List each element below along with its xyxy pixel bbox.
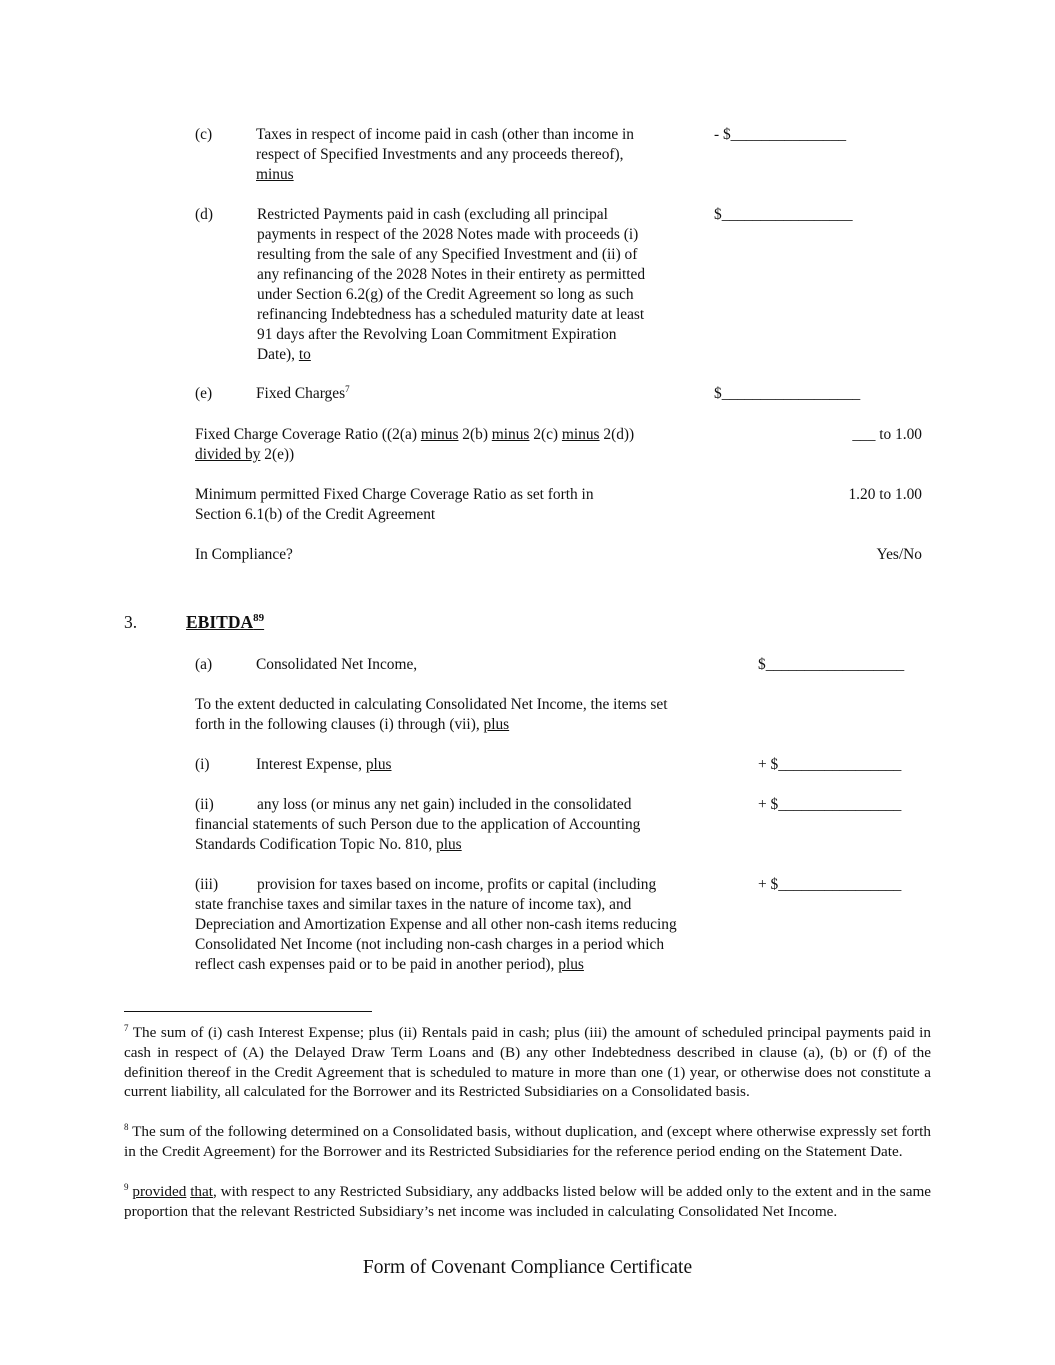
footnote-9: $^9$ provided that, with respect to any Restricted Subsidiary, any addbacks listed below will be added only to the extent and in the same proportion that the relevant Restricted Subsidiary’s net income was included in calculating Consolidated Net Income. bbox=[124, 1181, 932, 1220]
item-e-text: Fixed Charges$^7$ bbox=[256, 383, 350, 402]
item-iii-amount: + $________________ bbox=[758, 876, 902, 893]
item-e-amount: $__________________ bbox=[714, 385, 861, 402]
compliance-label: In Compliance? bbox=[195, 546, 293, 563]
min-fccr-value: 1.20 to 1.00 bbox=[848, 486, 922, 503]
item-iii-rest: state franchise taxes and similar taxes in the nature of income tax), and Depreciation and Amortization Expense and all other non-cash items reducing Consolidated Net Income (not including non-cash charges in a period which reflect cash expenses paid or to be paid in another period), plus bbox=[195, 896, 677, 973]
min-fccr-text: Minimum permitted Fixed Charge Coverage Ratio as set forth in Section 6.1(b) of the Credit Agreement bbox=[195, 486, 594, 523]
footnote-ref-7: 7 bbox=[345, 383, 350, 394]
fccr-value: ___ to 1.00 bbox=[852, 426, 922, 443]
item-c-conj: minus bbox=[256, 166, 294, 183]
footnote-8: $^8$ The sum of the following determined on a Consolidated basis, without duplication, and (except where otherwise expressly set forth in the Credit Agreement) for the Borrower and its Restricted Subsidiaries for the reference period ending on the Statement Date. bbox=[124, 1121, 931, 1160]
item-e-label: (e) bbox=[195, 385, 213, 402]
item-a-label: (a) bbox=[195, 656, 213, 673]
footnote-7: $^7$ The sum of (i) cash Interest Expense; plus (ii) Rentals paid in cash; plus (iii) the amount of scheduled principal payments paid in cash in respect of (A) the Delayed Draw Term Loans and (B) any other Indebtedness described in clause (a), (b) or (f) of the definition thereof in the Credit Agreement that is scheduled to mature in more than one (1) year, or otherwise does not constitute a current liability, all calculated for the Borrower and its Restricted Subsidiaries on a Consolidated basis. bbox=[124, 1022, 931, 1101]
item-a-amount: $__________________ bbox=[758, 656, 905, 673]
footnote-ref-89: 89 bbox=[253, 612, 265, 625]
item-iii-line1: provision for taxes based on income, profits or capital (including bbox=[257, 876, 657, 893]
item-c-text: Taxes in respect of income paid in cash (other than income in respect of Specified Investments and any proceeds thereof), minus bbox=[256, 126, 635, 183]
footnote-separator bbox=[124, 1011, 372, 1012]
item-d-amount: $_________________ bbox=[714, 206, 853, 223]
item-ii-label: (ii) bbox=[195, 796, 214, 813]
item-i-text: Interest Expense, plus bbox=[256, 756, 392, 773]
item-d-text: Restricted Payments paid in cash (excluding all principal payments in respect of the 2028 Notes made with proceeds (i) resulting from the sale of any Specified Investment and (ii) of any refinancing of the 2028 Notes in their entirety as permitted under Section 6.2(g) of the Credit Agreement so long as such refinancing Indebtedness has a scheduled maturity date at least 91 days after the Revolving Loan Commitment Expiration Date), to bbox=[257, 206, 646, 363]
item-i-amount: + $________________ bbox=[758, 756, 902, 773]
item-iii-label: (iii) bbox=[195, 876, 219, 893]
item-d-conj: to bbox=[298, 346, 311, 363]
item-ii-rest: financial statements of such Person due to the application of Accounting Standards Codification Topic No. 810, plus bbox=[195, 816, 641, 853]
section-3-title: EBITDA$^{89}$ bbox=[186, 612, 265, 632]
compliance-value: Yes/No bbox=[876, 546, 922, 563]
item-i-label: (i) bbox=[195, 756, 210, 773]
item-c-label: (c) bbox=[195, 126, 213, 143]
item-ii-line1: any loss (or minus any net gain) included in the consolidated bbox=[257, 796, 632, 813]
page-footer-title: Form of Covenant Compliance Certificate bbox=[362, 1257, 693, 1278]
section-3-number: 3. bbox=[124, 612, 138, 632]
item-a-text: Consolidated Net Income, bbox=[256, 656, 418, 673]
item-c-amount: - $_______________ bbox=[714, 126, 847, 143]
fccr-formula: Fixed Charge Coverage Ratio ((2(a) minus 2(b) minus 2(c) minus 2(d)) divided by 2(e)) bbox=[195, 426, 635, 463]
item-d-label: (d) bbox=[195, 206, 213, 223]
section-3-intro: To the extent deducted in calculating Consolidated Net Income, the items set forth in the following clauses (i) through (vii), plus bbox=[195, 696, 668, 733]
item-ii-amount: + $________________ bbox=[758, 796, 902, 813]
